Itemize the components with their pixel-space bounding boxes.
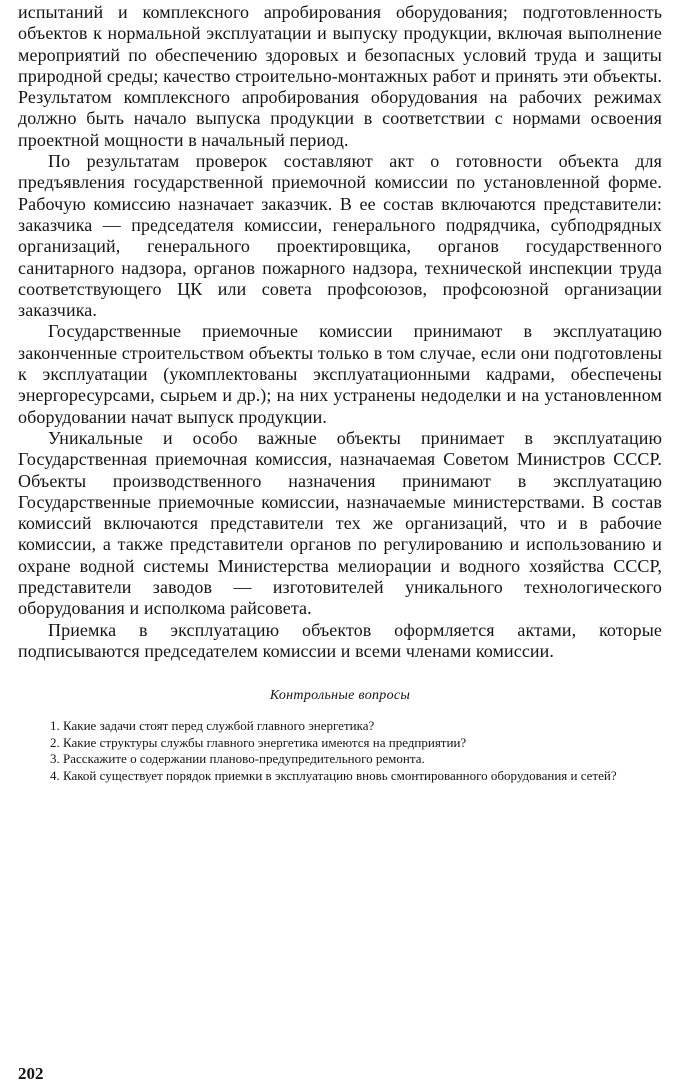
- body-paragraph: Уникальные и особо важные объекты принимает в эксплуатацию Государственная приемочная комиссия, назначаемая Советом Министров СССР. Объекты производственного назначения принимают в эксплуатацию Государственные приемочные комиссии, назначаемые министерствами. В состав комиссий включаются представители тех же организаций, что и в рабочие комиссии, а также представители органов по регулированию и использованию и охране водной системы Министерства мелиорации и водного хозяйства СССР, представители заводов — изготовителей уникального технологического оборудования и исполкома райсовета.: [18, 427, 662, 619]
- section-heading: Контрольные вопросы: [269, 688, 411, 704]
- question-item: 1. Какие задачи стоят перед службой главного энергетика?: [50, 718, 375, 734]
- body-paragraph: По результатам проверок составляют акт о готовности объекта для предъявления государственной приемочной комиссии по установленной форме. Рабочую комиссию назначает заказчик. В ее состав включаются представители: заказчика — председателя комиссии, генерального подрядчика, субподрядных организаций, генерального проектировщика, органов государственного санитарного надзора, органов пожарного надзора, технической инспекции труда соответствующего ЦК или совета профсоюзов, профсоюзной организации заказчика.: [18, 151, 662, 321]
- page-number: 202: [18, 1064, 44, 1083]
- page-content: [18, 2, 662, 784]
- question-item: 4. Какой существует порядок приемки в эксплуатацию вновь смонтированного оборудования и сетей?: [50, 767, 617, 783]
- question-item: 3. Расскажите о содержании планово-предупредительного ремонта.: [50, 751, 425, 767]
- body-paragraph: Государственные приемочные комиссии принимают в эксплуатацию законченные строительством объекты только в том случае, если они подготовлены к эксплуатации (укомплектованы эксплуатационными кадрами, обеспечены энергоресурсами, сырьем и др.); на них устранены недоделки и на установленном оборудовании начат выпуск продукции.: [18, 321, 662, 427]
- question-item: 2. Какие структуры службы главного энергетика имеются на предприятии?: [50, 734, 467, 750]
- body-paragraph: Приемка в эксплуатацию объектов оформляется актами, которые подписываются председателем комиссии и всеми членами комиссии.: [18, 619, 662, 661]
- questions-list: [18, 718, 662, 784]
- body-paragraph: испытаний и комплексного апробирования оборудования; подготовленность объектов к нормальной эксплуатации и выпуску продукции, включая выполнение мероприятий по обеспечению здоровых и безопасных условий труда и защиты природной среды; качество строительно-монтажных работ и принять эти объекты. Результатом комплексного апробирования оборудования на рабочих режимах должно быть начало выпуска продукции в соответствии с нормами освоения проектной мощности в начальный период.: [18, 2, 662, 150]
